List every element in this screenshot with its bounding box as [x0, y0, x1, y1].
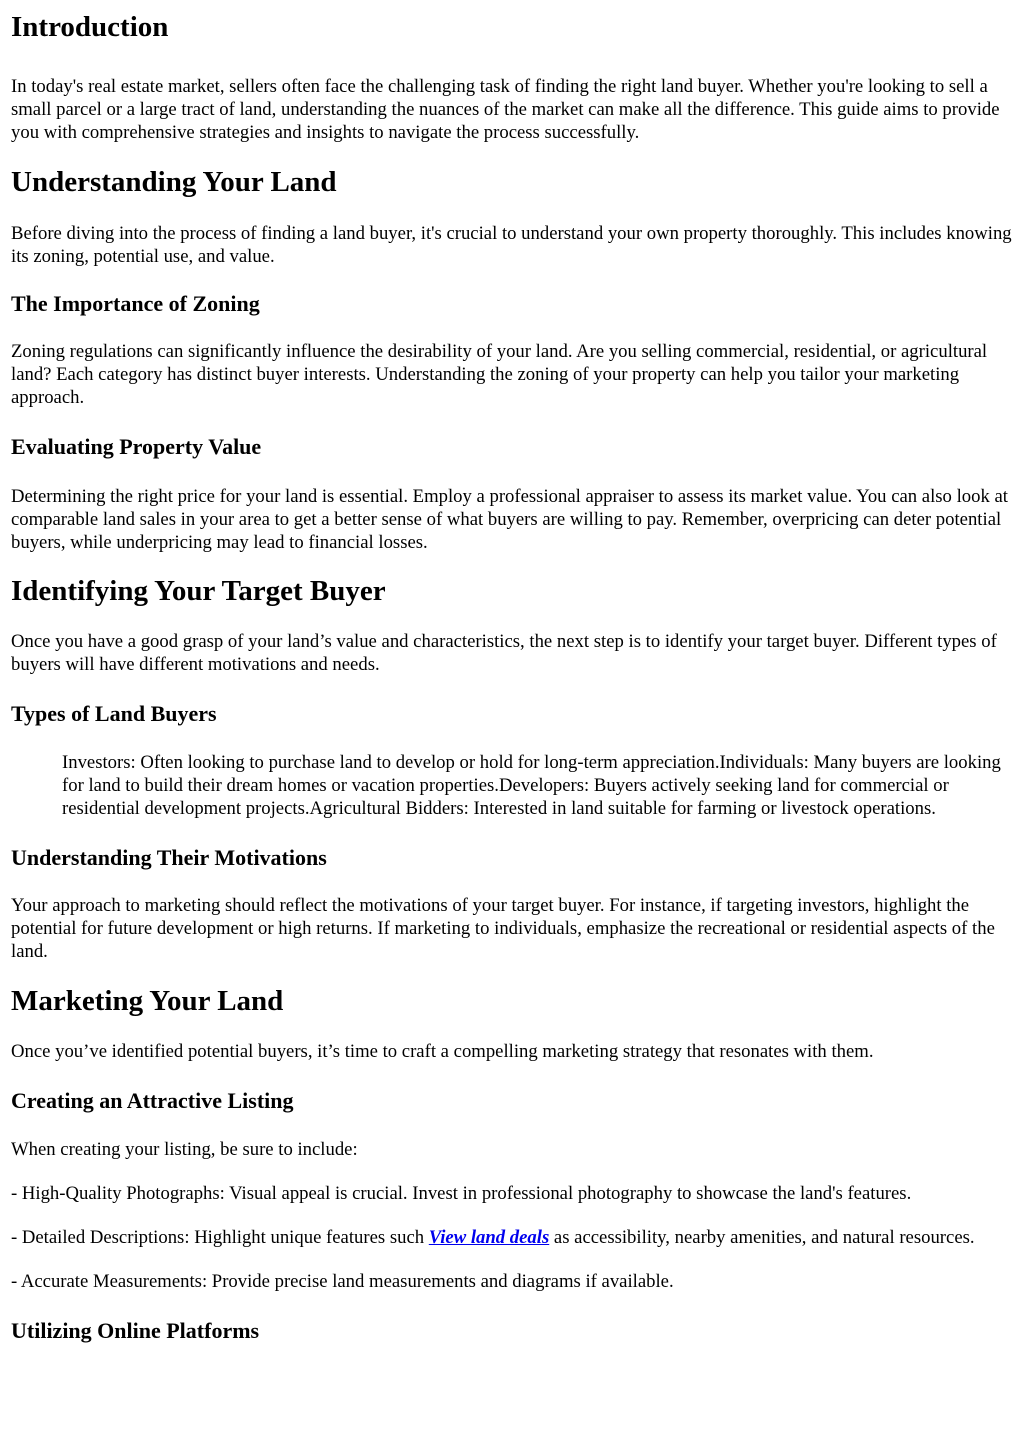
paragraph-identifying-target-buyer: Once you have a good grasp of your land’s value and characteristics, the next step is to identify your target buyer. Different types of buyers will have different motivations and needs. — [11, 631, 997, 675]
heading-introduction: Introduction — [11, 11, 169, 43]
blockquote-types-of-land-buyers: Investors: Often looking to purchase land to develop or hold for long-term appreciation.Individuals: Many buyers are looking for land to build their dream homes or vacation properties.Developers: Buyers actively seeking land for commercial or residential development projects.Agricultural Bidders: Interested in land suitable for farming or livestock operations. — [62, 752, 1001, 819]
descriptions-text-after: as accessibility, nearby amenities, and natural resources. — [549, 1227, 975, 1248]
heading-understanding-your-land: Understanding Your Land — [11, 166, 337, 198]
paragraph-listing-measurements: - Accurate Measurements: Provide precise land measurements and diagrams if available. — [11, 1271, 674, 1292]
paragraph-listing-intro: When creating your listing, be sure to include: — [11, 1139, 358, 1160]
paragraph-introduction: In today's real estate market, sellers often face the challenging task of finding the right land buyer. Whether you're looking to sell a small parcel or a large tract of land, understanding the nuances of the market can make all the difference. This guide aims to provide you with comprehensive strategies and insights to navigate the process successfully. — [11, 76, 1000, 143]
heading-marketing-your-land: Marketing Your Land — [11, 985, 284, 1017]
paragraph-listing-photographs: - High-Quality Photographs: Visual appeal is crucial. Invest in professional photography to showcase the land's features. — [11, 1183, 912, 1204]
heading-utilizing-online-platforms: Utilizing Online Platforms — [11, 1318, 260, 1343]
paragraph-understanding-your-land: Before diving into the process of finding a land buyer, it's crucial to understand your own property thoroughly. This includes knowing its zoning, potential use, and value. — [11, 223, 1012, 267]
paragraph-evaluating-property-value: Determining the right price for your land is essential. Employ a professional appraiser to assess its market value. You can also look at comparable land sales in your area to get a better sense of what buyers are willing to pay. Remember, overpricing can deter potential buyers, while underpricing may lead to financial losses. — [11, 486, 1008, 553]
heading-importance-of-zoning: The Importance of Zoning — [11, 291, 260, 316]
heading-understanding-motivations: Understanding Their Motivations — [11, 845, 327, 870]
heading-identifying-target-buyer: Identifying Your Target Buyer — [11, 575, 386, 607]
heading-creating-attractive-listing: Creating an Attractive Listing — [11, 1088, 294, 1113]
article — [0, 10, 1024, 1344]
heading-evaluating-property-value: Evaluating Property Value — [11, 434, 262, 459]
paragraph-understanding-motivations: Your approach to marketing should reflect the motivations of your target buyer. For instance, if targeting investors, highlight the potential for future development or high returns. If marketing to individuals, emphasize the recreational or residential aspects of the land. — [11, 895, 995, 962]
view-land-deals-link[interactable]: View land deals — [428, 1227, 550, 1248]
paragraph-listing-descriptions — [11, 1226, 1013, 1249]
paragraph-marketing-your-land: Once you’ve identified potential buyers, it’s time to craft a compelling marketing strategy that resonates with them. — [11, 1041, 874, 1062]
heading-types-of-land-buyers: Types of Land Buyers — [11, 701, 217, 726]
descriptions-text-before: - Detailed Descriptions: Highlight unique features such — [11, 1227, 429, 1248]
paragraph-importance-of-zoning: Zoning regulations can significantly influence the desirability of your land. Are you selling commercial, residential, or agricultural land? Each category has distinct buyer interests. Understanding the zoning of your property can help you tailor your marketing approach. — [11, 341, 988, 408]
